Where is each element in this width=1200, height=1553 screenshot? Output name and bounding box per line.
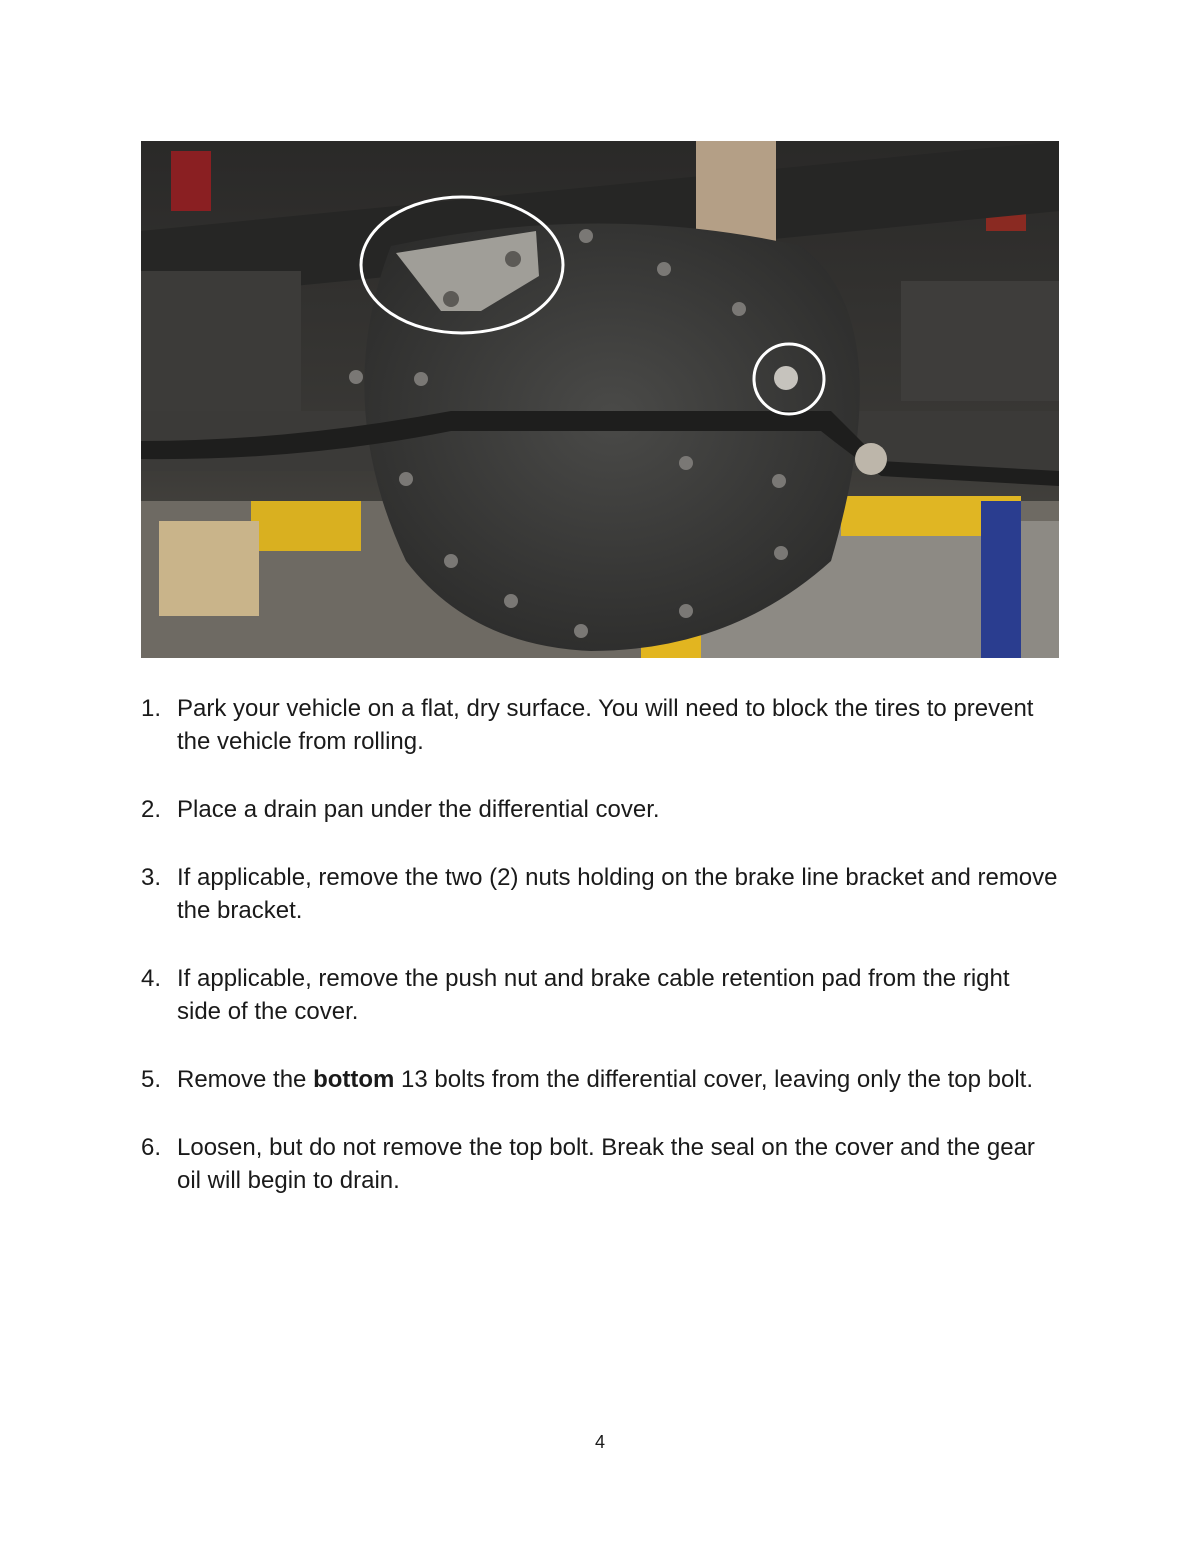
step-text: If applicable, remove the two (2) nuts holding on the brake line bracket and remove the bracket. [177, 864, 1058, 924]
step-2 [141, 793, 1059, 826]
step-text: If applicable, remove the push nut and brake cable retention pad from the right side of the cover. [177, 965, 1010, 1025]
step-5 [141, 1063, 1059, 1096]
step-number: 3. [141, 864, 162, 891]
step-number: 5. [141, 1066, 162, 1093]
step-6 [141, 1131, 1059, 1197]
step-text-before: Remove the [177, 1066, 314, 1093]
step-number: 2. [141, 796, 162, 823]
step-1 [141, 692, 1059, 758]
step-number: 4. [141, 965, 162, 992]
step-text: Loosen, but do not remove the top bolt. Break the seal on the cover and the gear oil will begin to drain. [177, 1134, 1035, 1194]
step-3 [141, 861, 1059, 927]
differential-photo [141, 141, 1059, 658]
step-text: Park your vehicle on a flat, dry surface. You will need to block the tires to prevent the vehicle from rolling. [177, 695, 1034, 755]
step-number: 6. [141, 1134, 162, 1161]
page-number: 4 [594, 1432, 605, 1452]
step-text [177, 1066, 1033, 1093]
step-text-bold: bottom [313, 1066, 395, 1093]
step-text-after: 13 bolts from the differential cover, leaving only the top bolt. [394, 1066, 1033, 1093]
step-number: 1. [141, 695, 162, 722]
step-4 [141, 962, 1059, 1028]
instruction-list [141, 692, 1059, 1232]
step-text: Place a drain pan under the differential cover. [177, 796, 660, 823]
